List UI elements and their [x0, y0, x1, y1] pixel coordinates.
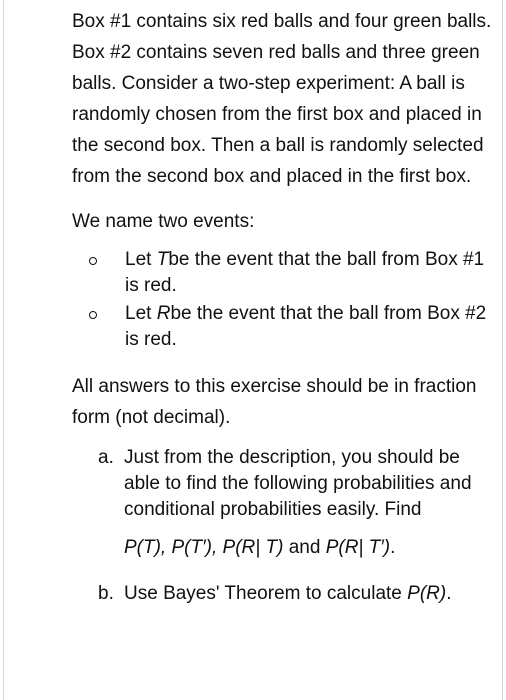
part-marker: a. [98, 447, 114, 468]
part-a-formula [124, 535, 492, 561]
formula-conditional: P(R| T′) [325, 537, 391, 558]
event-variable: T [156, 249, 169, 270]
events-heading: We name two events: [72, 211, 255, 232]
formula-and: and [283, 537, 326, 558]
event-text: be the event that the ball from Box #1 is red. [125, 249, 485, 296]
page-border-right [502, 0, 503, 700]
event-text: be the event that the ball from Box #2 is red. [125, 303, 487, 350]
answers-note: All answers to this exercise should be in fraction form (not decimal). [72, 376, 477, 428]
formula-probabilities: P(T), P(T′), P(R| T) [124, 537, 284, 558]
circle-bullet-icon [89, 311, 97, 319]
part-b-text: Use Bayes' Theorem to calculate [124, 583, 408, 604]
events-list [72, 247, 492, 353]
part-b [72, 581, 492, 607]
part-a [72, 445, 492, 561]
event-variable: R [156, 303, 171, 324]
event-item-r [72, 301, 492, 353]
event-prefix: Let [125, 303, 157, 324]
circle-bullet-icon [89, 257, 97, 265]
part-b-formula: P(R) [407, 583, 447, 604]
part-b-end: . [446, 583, 452, 604]
event-prefix: Let [125, 249, 157, 270]
event-item-t [72, 247, 492, 299]
part-marker: b. [98, 583, 114, 604]
part-a-text: Just from the description, you should be able to find the following probabilities and conditional probabilities easily. Find [124, 447, 472, 520]
problem-content [72, 6, 492, 607]
parts-list [72, 445, 492, 607]
page-border-left [3, 0, 4, 700]
intro-paragraph: Box #1 contains six red balls and four green balls. Box #2 contains seven red balls and three green balls. Consider a two-step experiment: A ball is randomly chosen from the first box and placed in the second box. Then a ball is randomly selected from the second box and placed in the first box. [72, 11, 492, 187]
formula-end: . [390, 537, 396, 558]
